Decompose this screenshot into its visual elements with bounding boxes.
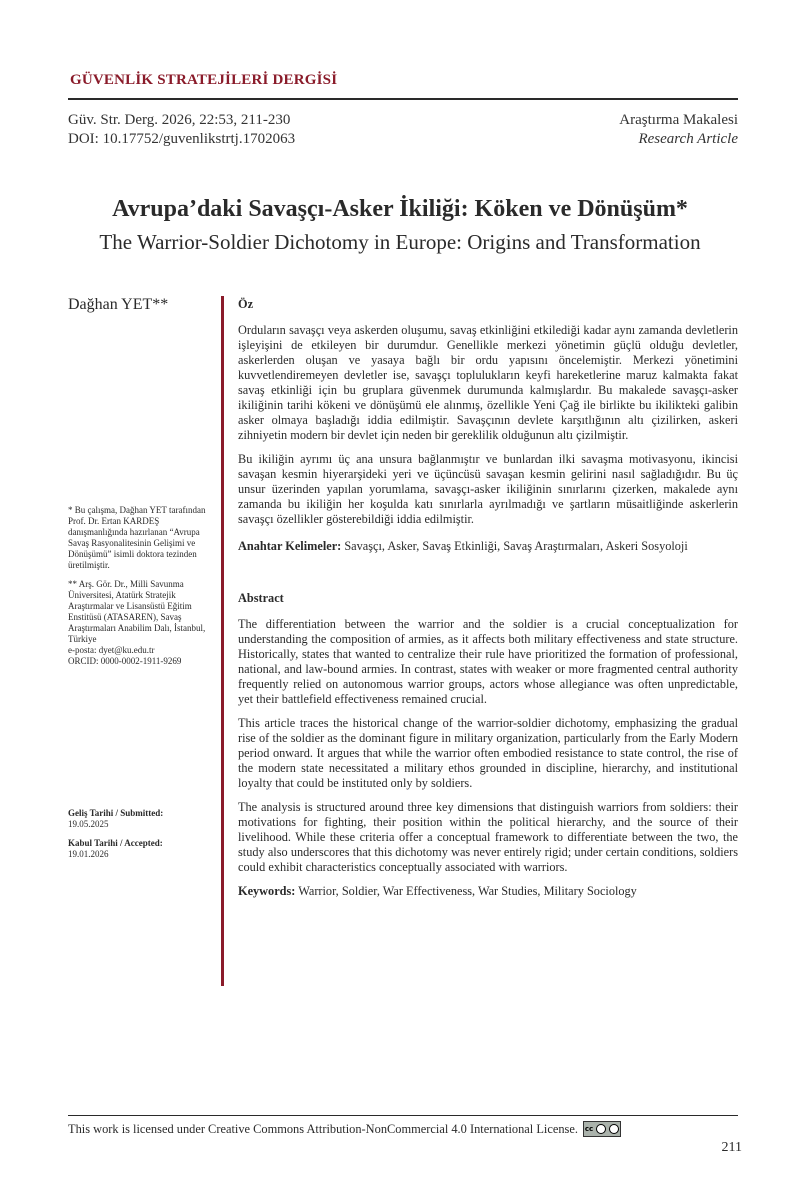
author-name: Dağhan YET** bbox=[68, 296, 169, 313]
article-title-tr: Avrupa’daki Savaşçı-Asker İkiliği: Köken ve Dönüşüm* bbox=[112, 196, 688, 222]
citation: Güv. Str. Derg. 2026, 22:53, 211-230 bbox=[68, 112, 291, 128]
author-email: e-posta: dyet@ku.edu.tr bbox=[68, 645, 155, 655]
header-divider bbox=[68, 98, 738, 100]
submitted-label: Geliş Tarihi / Submitted: bbox=[68, 808, 164, 818]
abstract-section bbox=[238, 591, 738, 908]
oz-paragraph: Bu ikiliğin ayrımı üç ana unsura bağlanmıştır ve bunlardan ilki savaşma motivasyonu, ikincisi savaşan kesmin hiyerarşideki yeri ve üçüncüsü savaşan kesmin gelirini nasıl sağladığıdır. Bu üç unsur üzerinden yapılan yorumlama, savaşçı-asker ikiliğinin sınırlarını çizerken, makalede aynı zamanda bu ikiliğin her koşulda katı sınırlarla ayrılmadığı ve şartların müsaitliğinde askerlerin savaşçı özellikler gösterebildiği iddia edilmiştir. bbox=[238, 452, 738, 526]
abstract-paragraph: The analysis is structured around three key dimensions that distinguish warriors from soldiers: their motivations for fighting, their position within the political hierarchy, and the source of their livelihood. While these criteria offer a conceptual framework to differentiate between the two, the study also underscores that this dichotomy was never entirely rigid; under certain conditions, soldiers could exhibit characteristics conceptually associated with warriors. bbox=[238, 800, 738, 874]
noncommercial-icon bbox=[609, 1124, 619, 1134]
oz-heading: Öz bbox=[238, 297, 254, 311]
creative-commons-icon[interactable] bbox=[583, 1121, 621, 1137]
footnote-affiliation bbox=[68, 579, 208, 667]
page-number: 211 bbox=[721, 1140, 742, 1155]
article-type-tr: Araştırma Makalesi bbox=[619, 112, 738, 128]
cc-badge-text: cc bbox=[584, 1125, 594, 1133]
keywords-tr: Savaşçı, Asker, Savaş Etkinliği, Savaş Araştırmaları, Askeri Sosyoloji bbox=[341, 539, 688, 553]
citation-block bbox=[68, 111, 295, 149]
keywords-label-en: Keywords: bbox=[238, 884, 296, 898]
author-orcid: ORCID: 0000-0002-1911-9269 bbox=[68, 656, 182, 666]
attribution-icon bbox=[596, 1124, 606, 1134]
abstract-paragraph: This article traces the historical change of the warrior-soldier dichotomy, emphasizing the gradual rise of the soldier as the dominant figure in military organization, particularly from the Early Modern period onward. It argues that while the warrior often embodied resistance to state control, the rise of the modern state necessitated a military ethos grounded in discipline, hierarchy, and institutional loyalty that could be instituted only by soldiers. bbox=[238, 716, 738, 790]
submitted-date: 19.05.2025 bbox=[68, 819, 109, 829]
abstract-paragraph: The differentiation between the warrior and the soldier is a crucial conceptualization for understanding the composition of armies, as it affects both military effectiveness and state structure. Historically, states that wanted to centralize their rule have prioritized the formation of professional, national, and law-bound armies. In contrast, states with weaker or more fragmented central authority frequently relied on autonomous warrior groups, actors whose allegiance was often unpredictable, yet their battlefield effectiveness remained crucial. bbox=[238, 617, 738, 706]
keywords-en: Warrior, Soldier, War Effectiveness, War Studies, Military Sociology bbox=[295, 884, 637, 898]
article-type-block bbox=[619, 111, 738, 149]
oz-keywords bbox=[238, 539, 738, 554]
abstract-heading: Abstract bbox=[238, 591, 284, 605]
oz-paragraph: Orduların savaşçı veya askerden oluşumu, savaş etkinliğini etkilediği kadar aynı zamanda devletlerin işleyişini de etkileyen bir durumdur. Genellikle merkezi yönetimin güçlü olduğu devletler, askerlerden oluşan ve yasaya bağlı bir ordu yapısını öncelemiştir. Merkezi yönetimini kuvvetlendiremeyen devletler ise, savaşçı toplulukların keyfi hareketlerine maruz kalmakta fakat savaş etkinliği için bu gruplara güvenmek durumunda kalmışlardır. Bu makalede savaşçı-asker ikiliğinin tarihi kökeni ve dönüşümü ele alınmış, özellikle Yeni Çağ ile birlikte bu ikilikteki galibin asker olmaya başladığı iddia edilmiştir. Savaşçının devlete karşıtlığının altı çizilirken, askeri zihniyetin modern bir devlet için neden bir gereklilik olduğunun altı çizilmiştir. bbox=[238, 323, 738, 442]
doi: DOI: 10.17752/guvenlikstrtj.1702063 bbox=[68, 131, 296, 147]
oz-section bbox=[238, 297, 738, 563]
footer-divider bbox=[68, 1115, 738, 1116]
sidebar-divider bbox=[221, 296, 224, 986]
affiliation-text: ** Arş. Gör. Dr., Milli Savunma Üniversitesi, Atatürk Stratejik Araştırmalar ve Lisansüstü Eğitim Enstitüsü (ATASAREN), Savaş Araştırmaları Anabilim Dalı, İstanbul, Türkiye bbox=[68, 579, 206, 644]
submission-dates bbox=[68, 808, 208, 860]
license-line bbox=[68, 1121, 621, 1137]
keywords-label-tr: Anahtar Kelimeler: bbox=[238, 539, 342, 553]
article-title-en: The Warrior-Soldier Dichotomy in Europe: Origins and Transformation bbox=[99, 230, 701, 254]
license-text: This work is licensed under Creative Commons Attribution-NonCommercial 4.0 International License. bbox=[68, 1121, 578, 1136]
journal-title: GÜVENLİK STRATEJİLERİ DERGİSİ bbox=[70, 72, 338, 88]
abstract-keywords bbox=[238, 884, 738, 899]
accepted-date: 19.01.2026 bbox=[68, 849, 109, 859]
footnote-thesis: * Bu çalışma, Dağhan YET tarafından Prof. Dr. Ertan KARDEŞ danışmanlığında hazırlanan “Avrupa Savaş Rasyonalitesinin Gelişimi ve Dönüşümü” isimli doktora tezinden üretilmiştir. bbox=[68, 505, 206, 570]
article-type-en: Research Article bbox=[638, 131, 738, 147]
accepted-label: Kabul Tarihi / Accepted: bbox=[68, 838, 163, 848]
